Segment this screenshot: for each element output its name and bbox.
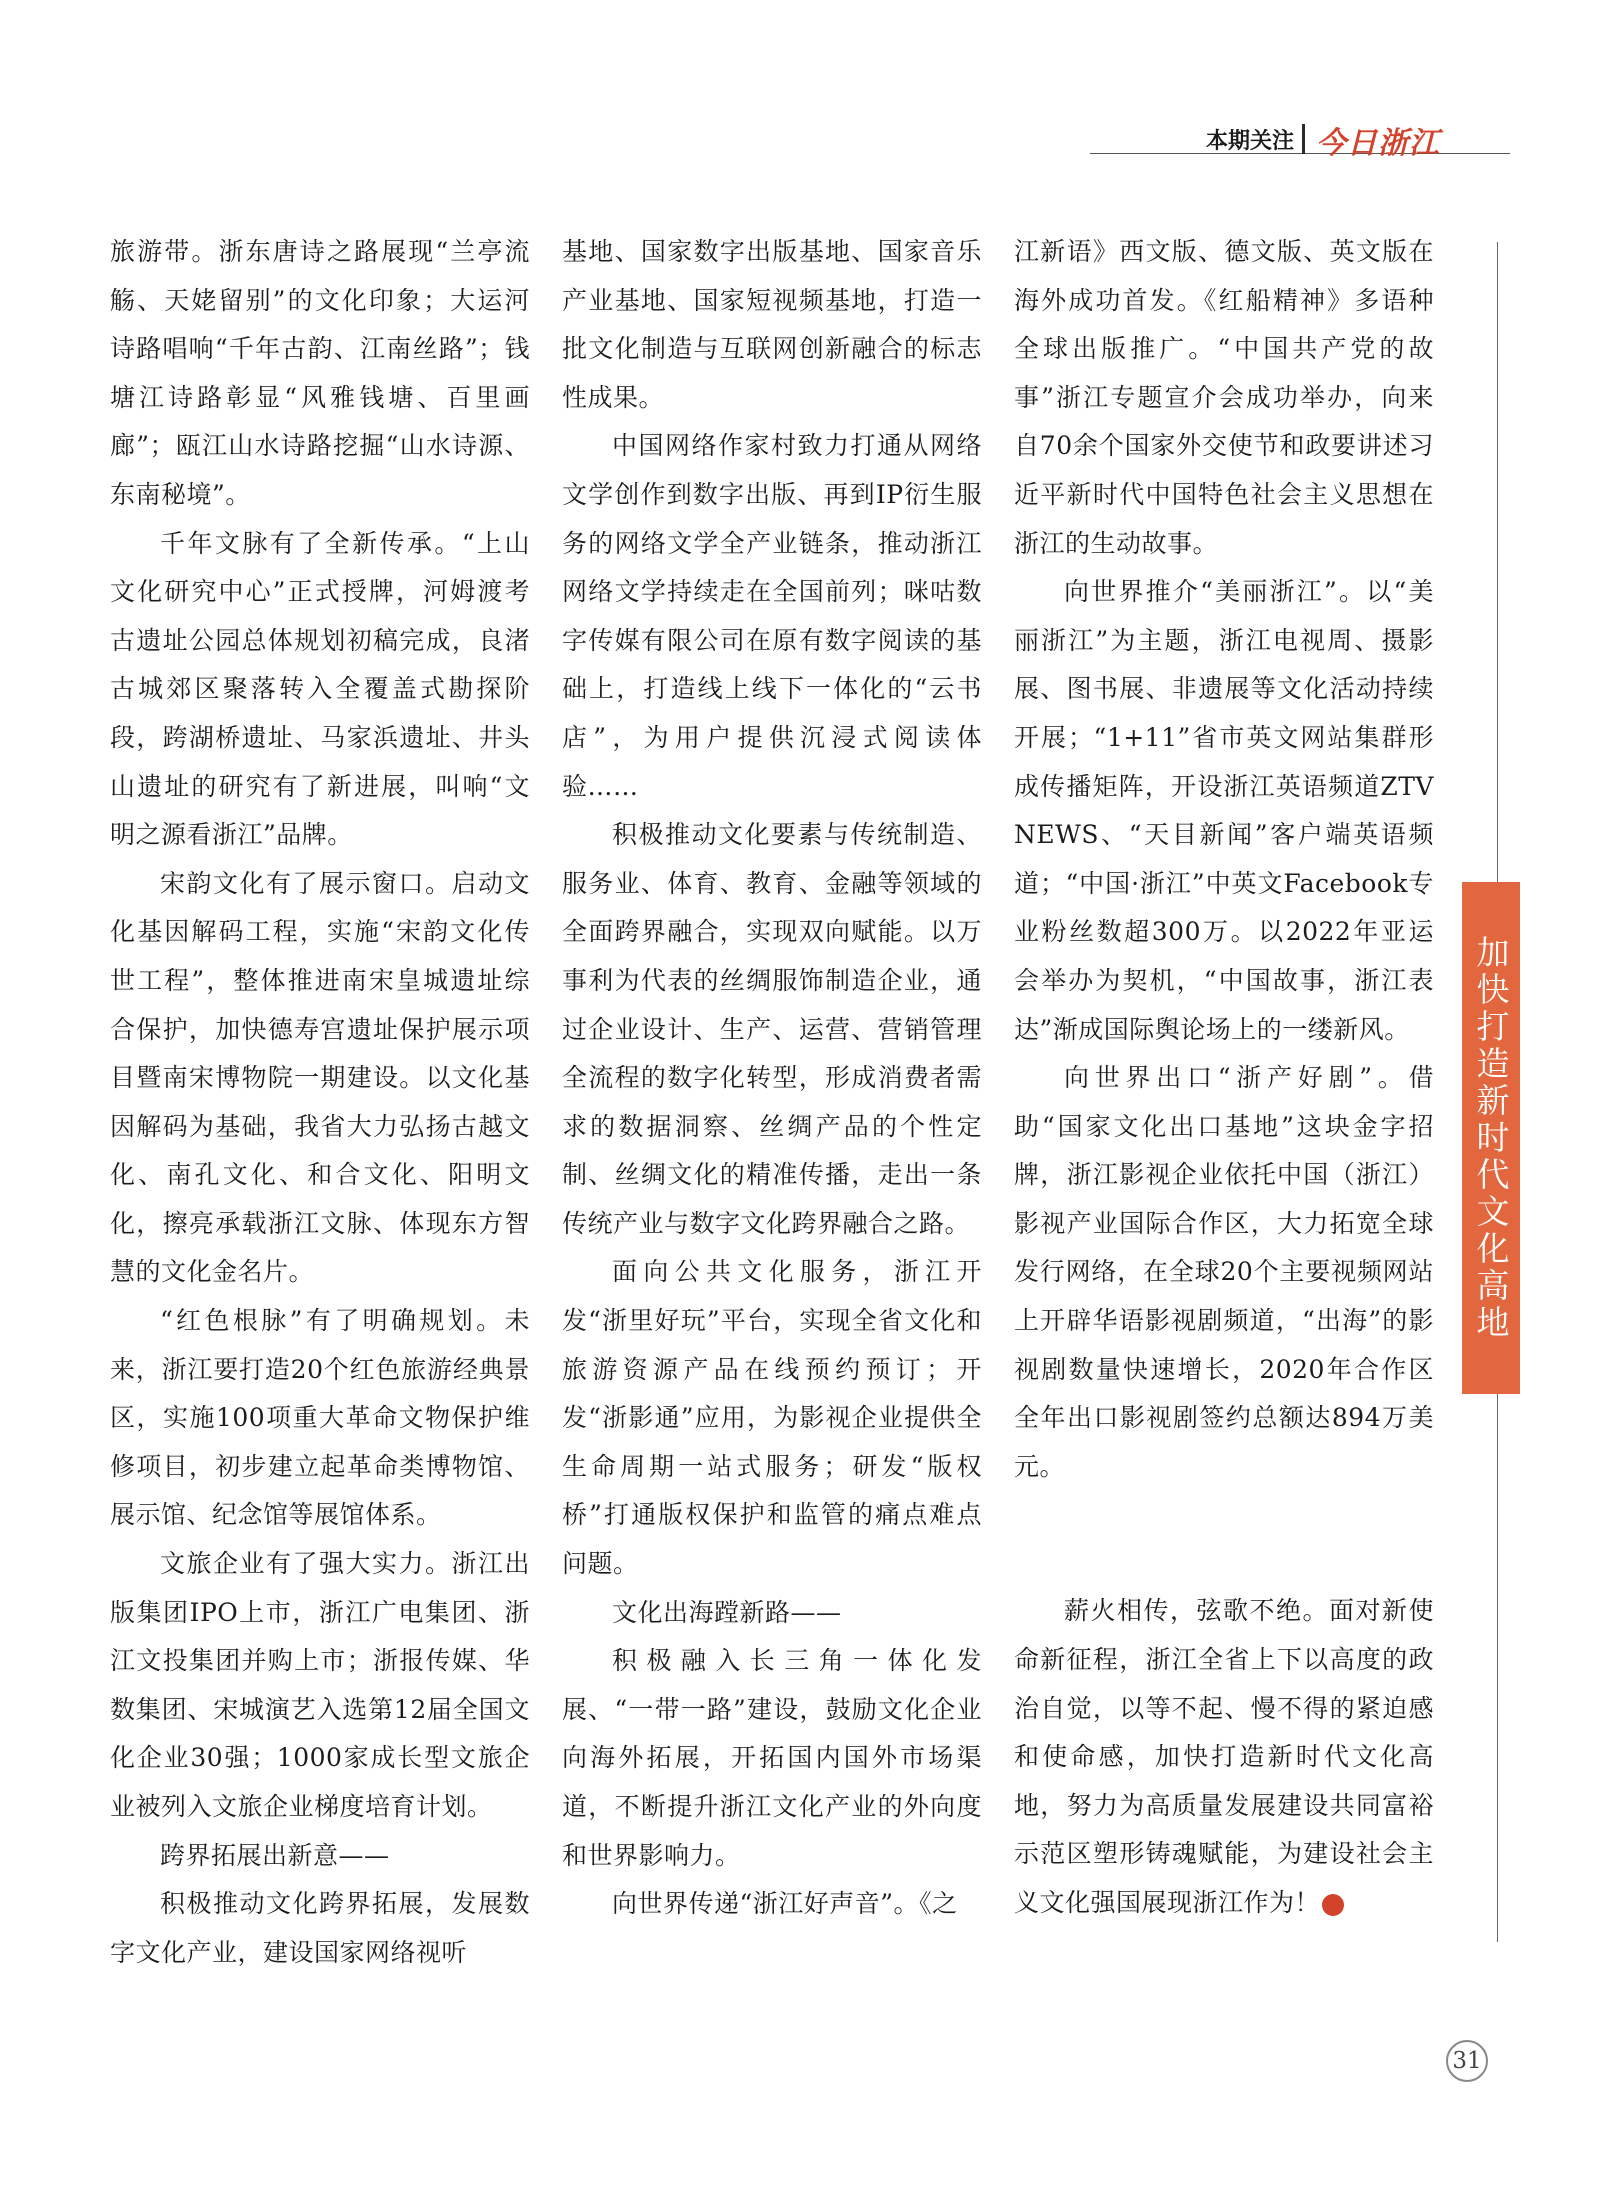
- subheading: 跨界拓展出新意——: [160, 1840, 390, 1870]
- paragraph: 向世界传递“浙江好声音”。《之: [612, 1889, 958, 1919]
- paragraph: 向世界出口“浙产好剧”。借助“国家文化出口基地”这块金字招牌，浙江影视企业依托中国（浙江）影视产业国际合作区，大力拓宽全球发行网络，在全球20个主要视频网站上开辟华语影视剧频道，“出海”的影视剧数量快速增长，2020年合作区全年出口影视剧签约总额达894万美元。: [1014, 1063, 1434, 1481]
- topic-side-tab: [1462, 882, 1520, 1394]
- closing-text: 薪火相传，弦歌不绝。面对新使命新征程，浙江全省上下以高度的政治自觉，以等不起、慢不得的紧迫感和使命感，加快打造新时代文化高地，努力为高质量发展建设共同富裕示范区塑形铸魂赋能，为建设社会主义文化强国展现浙江作为！: [1014, 1596, 1434, 1917]
- header-rule: [1090, 153, 1510, 154]
- paragraph: 面向公共文化服务，浙江开发“浙里好玩”平台，实现全省文化和旅游资源产品在线预约预订；开发“浙影通”应用，为影视企业提供全生命周期一站式服务；研发“版权桥”打通版权保护和监管的痛点难点问题。: [562, 1257, 982, 1579]
- paragraph: 向世界推介“美丽浙江”。以“美丽浙江”为主题，浙江电视周、摄影展、图书展、非遗展等文化活动持续开展；“1+11”省市英文网站集群形成传播矩阵，开设浙江英语频道ZTV NEWS、“天目新闻”客户端英语频道；“中国·浙江”中英文Facebook专业粉丝数超300万。以2022年亚运会举办为契机，“中国故事，浙江表达”渐成国际舆论场上的一缕新风。: [1014, 577, 1434, 1044]
- paragraph: 积极融入长三角一体化发展、“一带一路”建设，鼓励文化企业向海外拓展，开拓国内国外市场渠道，不断提升浙江文化产业的外向度和世界影响力。: [562, 1646, 982, 1870]
- article-column-2: [562, 228, 982, 1929]
- paragraph: 中国网络作家村致力打通从网络文学创作到数字出版、再到IP衍生服务的网络文学全产业链条，推动浙江网络文学持续走在全国前列；咪咕数字传媒有限公司在原有数字阅读的基础上，打造线上线下一体化的“云书店”，为用户提供沉浸式阅读体验……: [562, 431, 982, 801]
- article-column-1: [110, 228, 530, 1977]
- magazine-logo: 今日浙江: [1316, 126, 1440, 161]
- section-title: 本期关注: [1206, 129, 1295, 154]
- paragraph-spacer: [1014, 1491, 1434, 1587]
- paragraph: 宋韵文化有了展示窗口。启动文化基因解码工程，实施“宋韵文化传世工程”，整体推进南宋皇城遗址综合保护，加快德寿宫遗址保护展示项目暨南宋博物院一期建设。以文化基因解码为基础，我省大力弘扬古越文化、南孔文化、和合文化、阳明文化，擦亮承载浙江文脉、体现东方智慧的文化金名片。: [110, 868, 530, 1287]
- paragraph: 文旅企业有了强大实力。浙江出版集团IPO上市，浙江广电集团、浙江文投集团并购上市；浙报传媒、华数集团、宋城演艺入选第12届全国文化企业30强；1000家成长型文旅企业被列入文旅企业梯度培育计划。: [110, 1549, 530, 1821]
- paragraph: 基地、国家数字出版基地、国家音乐产业基地、国家短视频基地，打造一批文化制造与互联网创新融合的标志性成果。: [562, 237, 982, 412]
- paragraph: 积极推动文化跨界拓展，发展数字文化产业，建设国家网络视听: [110, 1889, 530, 1967]
- side-tab-label: 加快打造新时代文化高地: [1471, 934, 1511, 1342]
- paragraph: 积极推动文化要素与传统制造、服务业、体育、教育、金融等领域的全面跨界融合，实现双向赋能。以万事利为代表的丝绸服饰制造企业，通过企业设计、生产、运营、营销管理全流程的数字化转型，形成消费者需求的数据洞察、丝绸产品的个性定制、丝绸文化的精准传播，走出一条传统产业与数字文化跨界融合之路。: [562, 820, 982, 1238]
- subheading: 文化出海蹚新路——: [612, 1597, 842, 1627]
- closing-paragraph: [1014, 1587, 1434, 1927]
- paragraph: 千年文脉有了全新传承。“上山文化研究中心”正式授牌，河姆渡考古遗址公园总体规划初稿完成，良渚古城郊区聚落转入全覆盖式勘探阶段，跨湖桥遗址、马家浜遗址、井头山遗址的研究有了新进展，叫响“文明之源看浙江”品牌。: [110, 528, 530, 850]
- page-number: 31: [1446, 2040, 1488, 2082]
- paragraph: “红色根脉”有了明确规划。未来，浙江要打造20个红色旅游经典景区，实施100项重大革命文物保护维修项目，初步建立起革命类博物馆、展示馆、纪念馆等展馆体系。: [110, 1306, 530, 1530]
- end-mark-icon: [1322, 1894, 1344, 1916]
- paragraph: 旅游带。浙东唐诗之路展现“兰亭流觞、天姥留别”的文化印象；大运河诗路唱响“千年古韵、江南丝路”；钱塘江诗路彰显“风雅钱塘、百里画廊”；瓯江山水诗路挖掘“山水诗源、东南秘境”。: [110, 237, 530, 509]
- article-column-3: [1014, 228, 1434, 1928]
- header-divider: [1302, 124, 1305, 154]
- paragraph: 江新语》西文版、德文版、英文版在海外成功首发。《红船精神》多语种全球出版推广。“中国共产党的故事”浙江专题宣介会成功举办，向来自70余个国家外交使节和政要讲述习近平新时代中国特色社会主义思想在浙江的生动故事。: [1014, 237, 1434, 558]
